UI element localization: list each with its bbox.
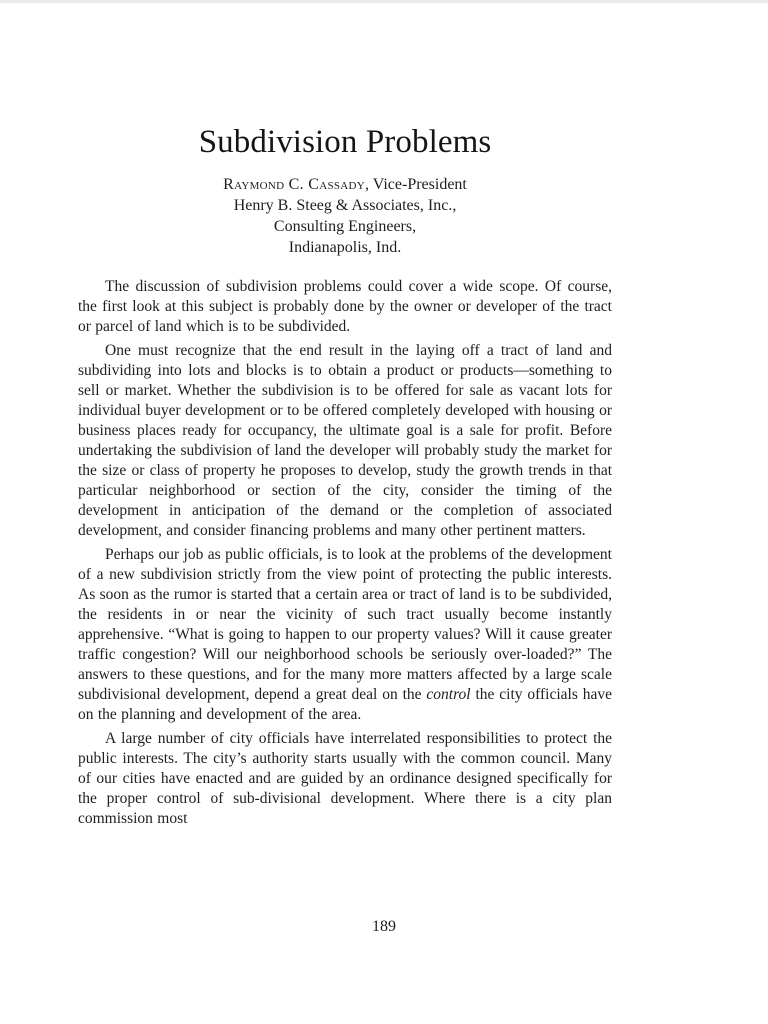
page-top-edge (0, 0, 768, 3)
author-title: , Vice-President (365, 176, 467, 193)
affiliation-line: Henry B. Steeg & Associates, Inc., (233, 197, 457, 214)
article-title: Subdivision Problems (198, 124, 492, 160)
author-line (78, 174, 612, 195)
byline (78, 174, 612, 258)
article-body (78, 277, 612, 829)
paragraph-text: the city officials have on the planning and development of the area. (78, 686, 612, 723)
body-paragraph: One must recognize that the end result in the laying off a tract of land and subdividing into lots and blocks is to obtain a product or products—something to sell or market. Whether the subdivision is to be offered for sale as vacant lots for individual buyer development or to be offered completely developed with housing or business places ready for occupancy, the ultimate goal is a sale for profit. Before undertaking the subdivision of land the developer will probably study the market for the size or class of property he proposes to develop, study the growth trends in that particular neighborhood or section of the city, consider the timing of the development in anticipation of the demand or the completion of associated development, and consider financing problems and many other pertinent matters. (78, 342, 612, 539)
affiliation-line: Indianapolis, Ind. (288, 239, 402, 256)
document-page (78, 120, 612, 833)
page-number: 189 (372, 918, 396, 935)
emphasized-word: control (426, 686, 471, 703)
author-name: Raymond C. Cassady (223, 176, 366, 193)
affiliation-line: Consulting Engineers, (273, 218, 417, 235)
body-paragraph (78, 545, 612, 725)
body-paragraph: The discussion of subdivision problems could cover a wide scope. Of course, the first look at this subject is probably done by the owner or developer of the tract or parcel of land which is to be subdivided. (78, 278, 612, 335)
body-paragraph: A large number of city officials have interrelated responsibilities to protect the public interests. The city’s authority starts usually with the common council. Many of our cities have enacted and are guided by an ordinance designed specifically for the proper control of sub-divisional development. Where there is a city plan commission most (78, 730, 612, 827)
paragraph-text: Perhaps our job as public officials, is to look at the problems of the development of a new subdivision strictly from the view point of protecting the public interests. As soon as the rumor is started that a certain area or tract of land is to be subdivided, the residents in or near the vicinity of such tract usually become instantly apprehensive. “What is going to happen to our property values? Will it cause greater traffic congestion? Will our neighborhood schools be seriously over-loaded?” The answers to these questions, and for the many more matters affected by a large scale subdivisional development, depend a great deal on the (78, 546, 612, 703)
